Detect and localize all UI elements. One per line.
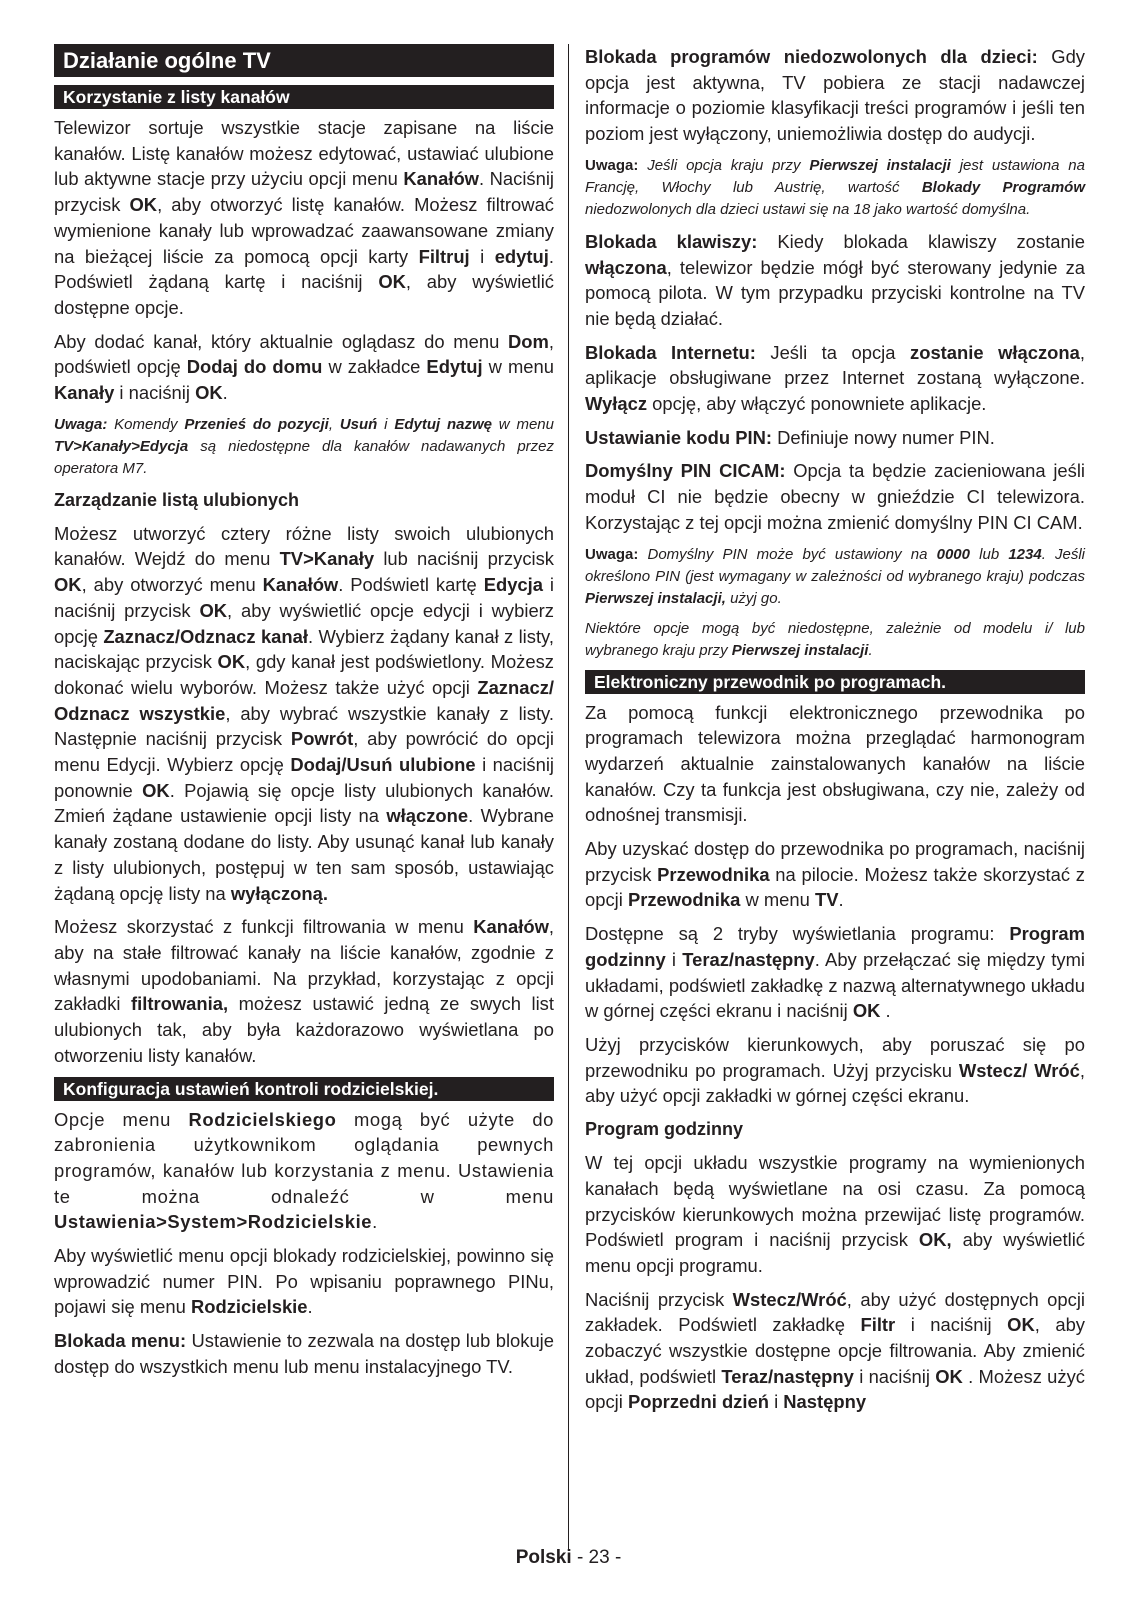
text-run: , aplikacje obsługiwane przez Internet zostaną wyłączone. [585, 341, 1085, 389]
text-run: Naciśnij przycisk [585, 1288, 733, 1310]
bold-term: Wstecz/Wróć [732, 1288, 847, 1310]
bold-term: Blokada klawiszy: [585, 230, 758, 252]
text-run: . [222, 382, 228, 404]
bold-term: OK [1007, 1314, 1035, 1336]
bold-term: Zaznacz/Odznacz kanał [103, 625, 308, 647]
paragraph [585, 458, 1085, 535]
text-run: niedozwolonych dla dzieci ustawi się na 18 jako wartość domyślna. [585, 200, 1031, 218]
bold-term: wyłączoną. [230, 882, 328, 904]
bold-term: OK [217, 651, 246, 673]
paragraph [585, 1287, 1085, 1416]
bold-term: Edycja [483, 574, 543, 596]
text-run: aby wyświetlić menu opcji programu. [585, 1229, 1085, 1276]
text-run: i naciśnij [114, 382, 196, 404]
bold-term: 1234 [1008, 545, 1042, 563]
bold-term: OK [199, 599, 228, 621]
text-run: , aby na stałe filtrować kanały na liście kanałów, zgodnie z własnymi upodobaniami. Na przykład, korzystając z opcji zakładki [54, 916, 554, 1015]
bold-term: TV>Kanały [279, 548, 375, 570]
bold-term: Dodaj/Usuń ulubione [290, 754, 476, 776]
bold-term: Filtruj [418, 245, 470, 267]
text-run: , aby wybrać wszystkie kanały z listy. Następnie naciśnij przycisk [54, 702, 554, 750]
bold-term: 0000 [936, 545, 970, 563]
paragraph [54, 115, 554, 321]
text-run: Aby dodać kanał, który aktualnie oglądasz do menu [54, 330, 508, 352]
bold-term: Zaznacz/ Odznacz wszystkie [54, 676, 554, 724]
text-run: , aby użyć dostępnych opcji zakładek. Podświetl zakładkę [585, 1288, 1085, 1336]
bold-term: Blokady Programów [921, 178, 1085, 196]
bold-term: włączona [585, 256, 667, 278]
text-run: , aby otworzyć listę kanałów. Możesz filtrować wymienione kanały lub wprowadzać zaawansowane zmiany na bieżącej liście za pomocą opcji karty [54, 194, 554, 267]
column-divider [568, 44, 569, 1549]
text-run: Aby uzyskać dostęp do przewodnika po programach, naciśnij przycisk [585, 838, 1085, 885]
paragraph [54, 329, 554, 406]
text-run: , aby powrócić do opcji menu Edycji. Wybierz opcję [54, 728, 554, 776]
note [585, 618, 1085, 662]
bold-term: Edycja [139, 437, 189, 455]
bold-term: Program godzinny [585, 923, 1085, 970]
bold-term: Powrót [290, 728, 354, 750]
text-run: Domyślny PIN może być ustawiony na [638, 545, 937, 563]
text-run: . [372, 1211, 378, 1233]
bold-term: Filtr [860, 1314, 896, 1336]
note [585, 544, 1085, 610]
bold-term: Blokada menu: [54, 1330, 187, 1352]
text-run: Aby wyświetlić menu opcji blokady rodzicielskiej, powinno się wprowadzić numer PIN. Po wpisaniu poprawnego PINu, pojawi się menu [54, 1245, 554, 1318]
text-run: . Jeśli określono PIN (jest wymagany w zależności od wybranego kraju) podczas [585, 545, 1086, 585]
bold-term: OK [378, 271, 406, 293]
text-run: . Pojawią się opcje listy ulubionych kanałów. Zmień żądane ustawienie opcji listy na [54, 779, 554, 827]
note [54, 414, 554, 480]
text-run: Kiedy blokada klawiszy zostanie [757, 230, 1085, 252]
text-run: Dostępne są 2 tryby wyświetlania programu: [585, 923, 1010, 945]
bold-term: Ustawienia>System>Rodzicielskie [54, 1211, 373, 1233]
text-run: i [768, 1391, 784, 1413]
bold-term: Uwaga: [585, 545, 639, 563]
text-run: Możesz skorzystać z funkcji filtrowania w menu [54, 916, 474, 938]
paragraph [585, 1032, 1085, 1109]
text-run: możesz ustawić jedną ze swych list ulubionych tak, aby była każdorazowo wyświetlana po otworzeniu listy kanałów. [54, 993, 554, 1066]
bold-term: Kanały [54, 382, 115, 404]
bold-term: Rodzicielskie [190, 1296, 308, 1318]
text-run: . [307, 1296, 313, 1318]
bold-term: Poprzedni dzień [627, 1391, 769, 1413]
bold-term: Przenieś [184, 415, 247, 433]
paragraph [585, 229, 1085, 332]
bold-term: włączone [386, 805, 469, 827]
text-run: . Wybrane kanały zostaną dodane do listy. Aby usunąć kanał lub kanały z listy ulubionych, postępuj w ten sam sposób, ustawiając żądaną opcję listy na [54, 805, 554, 904]
bold-term: OK, [918, 1229, 952, 1251]
text-run: , [328, 415, 340, 433]
text-run: w menu [482, 356, 554, 378]
text-run: Za pomocą funkcji elektronicznego przewodnika po programach telewizora można przeglądać harmonogram wydarzeń aktualnie zainstalowanych kanałów na liście kanałów. Czy ta funkcja jest obsługiwana, czy nie, zależy od odnośnej transmisji. [585, 701, 1085, 826]
text-run: . Podświetl żądaną kartę i naciśnij [54, 245, 554, 293]
note [585, 155, 1085, 221]
text-run: Ustawienie to zezwala na dostęp lub blokuje dostęp do wszystkich menu lub menu instalacyjnego TV. [54, 1330, 554, 1377]
bold-term: Wyłącz [585, 393, 648, 415]
text-run: i [665, 948, 683, 970]
bold-term: Blokada programów niedozwolonych dla dzieci: [585, 46, 1038, 67]
text-run: . Naciśnij przycisk [54, 168, 554, 216]
text-run: jest ustawiona na Francję, Włochy lub Austrię, wartość [585, 156, 1085, 196]
bold-term: TV>Kanały> [54, 437, 140, 455]
right-column [585, 44, 1085, 1423]
text-run: i naciśnij [895, 1314, 1008, 1336]
paragraph [54, 1328, 554, 1379]
subheading-favourites: Zarządzanie listą ulubionych [54, 489, 300, 510]
paragraph [585, 44, 1085, 147]
text-run: lub [970, 545, 1009, 563]
bold-term: OK [142, 779, 170, 801]
bold-term: OK [129, 194, 158, 216]
text-run: , gdy kanał jest podświetlony. Możesz dokonać wielu wyborów. Możesz także użyć opcji [54, 651, 554, 698]
bold-term: Teraz/następny [682, 948, 815, 970]
bold-term: do pozycji [246, 415, 329, 433]
footer-language: Polski [515, 1547, 572, 1568]
text-run: i [377, 415, 395, 433]
paragraph [585, 921, 1085, 1024]
text-run: użyj go. [725, 589, 782, 607]
bold-term: OK [852, 1000, 881, 1022]
text-run: i naciśnij ponownie [54, 754, 554, 801]
text-run: , aby wyświetlić dostępne opcje. [54, 271, 554, 318]
bold-term: Kanałów [473, 916, 549, 938]
bold-term: Rodzicielskiego [188, 1108, 337, 1130]
bold-term: TV [814, 889, 839, 911]
bold-term: zostanie włączona [910, 341, 1080, 363]
text-run: . [880, 1000, 891, 1022]
text-run: , aby zobaczyć wszystkie dostępne opcje filtrowania. Aby zmienić układ, podświetl [585, 1314, 1085, 1387]
paragraph [54, 1107, 554, 1236]
bold-term: Pierwszej instalacji [809, 156, 951, 174]
text-run: Telewizor sortuje wszystkie stacje zapisane na liście kanałów. Listę kanałów możesz edytować, ustawiać ulubione lub aktywne stacje przy użyciu opcji menu [54, 117, 554, 190]
text-run: , aby otworzyć menu [81, 574, 263, 596]
bold-term: OK [195, 382, 223, 404]
text-run: Komendy [107, 415, 185, 433]
text-run: Opcja ta będzie zacieniowana jeśli moduł CI nie będzie obecny w gnieździe CI telewizora. Korzystając z tej opcji można zmienić domyślny PIN CI CAM. [585, 460, 1085, 533]
bold-term: Blokada Internetu: [585, 341, 756, 363]
bold-term: Uwaga: [54, 415, 108, 433]
bold-term: Ustawianie kodu PIN: [585, 426, 773, 448]
bold-term: Następny [783, 1391, 867, 1413]
bold-term: Kanałów [262, 574, 339, 596]
subheading-program-guide: Program godzinny [585, 1119, 744, 1140]
page-number: - 23 - [576, 1547, 622, 1568]
section-heading-channel-list: Korzystanie z listy kanałów [54, 85, 554, 109]
paragraph [585, 340, 1085, 417]
text-run: , aby wyświetlić opcje edycji i wybierz opcję [54, 599, 554, 647]
text-run: . Podświetl kartę [338, 574, 484, 596]
bold-term: Pierwszej instalacji [731, 641, 869, 659]
bold-term: Edytuj [426, 356, 483, 378]
text-run: . Możesz użyć opcji [585, 1365, 1086, 1413]
left-column [54, 44, 554, 1388]
text-run: i naciśnij przycisk [54, 574, 555, 621]
bold-term: OK [54, 574, 82, 596]
bold-term: Uwaga: [585, 156, 639, 174]
page-footer [0, 1546, 1137, 1570]
paragraph [54, 914, 554, 1068]
text-run: Użyj przycisków kierunkowych, aby poruszać się po przewodniku po programach. Użyj przycisku [585, 1033, 1085, 1081]
text-run: . [868, 641, 873, 659]
bold-term: edytuj [494, 245, 549, 267]
paragraph [585, 700, 1085, 829]
text-run: Definiuje nowy numer PIN. [772, 426, 995, 448]
bold-term: Kanałów [403, 168, 479, 190]
bold-term: Wstecz/ Wróć [958, 1059, 1080, 1081]
section-heading-epg: Elektroniczny przewodnik po programach. [585, 670, 1085, 694]
paragraph [54, 1243, 554, 1320]
text-run: Jeśli opcja kraju przy [638, 156, 810, 174]
text-run: na pilocie. Możesz także skorzystać z opcji [585, 863, 1085, 911]
text-run: w menu [491, 415, 554, 433]
text-run: , aby użyć opcji zakładki w górnej części ekranu. [585, 1059, 1085, 1107]
text-run: Niektóre opcje mogą być niedostępne, zależnie od modelu i/ lub wybranego kraju przy [585, 619, 1085, 659]
text-run: W tej opcji układu wszystkie programy na wymienionych kanałach będą wyświetlane na osi czasu. Za pomocą przycisków kierunkowych można przewijać listę programów. Podświetl program i naciśnij przycisk [585, 1152, 1085, 1251]
bold-term: filtrowania, [130, 993, 229, 1015]
text-run: . [838, 889, 844, 911]
text-run: . Wybierz żądany kanał z listy, naciskając przycisk [54, 625, 554, 673]
bold-term: OK [935, 1365, 963, 1387]
text-run: lub naciśnij przycisk [374, 548, 554, 570]
bold-term: Dodaj do domu [186, 356, 323, 378]
text-run: Opcje menu [54, 1108, 189, 1130]
text-run: i [469, 245, 495, 267]
bold-term: Teraz/następny [721, 1365, 854, 1387]
paragraph [54, 521, 554, 907]
text-run: w menu [740, 889, 815, 911]
paragraph [585, 1150, 1085, 1279]
bold-term: Edytuj nazwę [394, 415, 492, 433]
paragraph [585, 425, 1085, 451]
bold-term: Usuń [339, 415, 378, 433]
text-run: i naciśnij [853, 1365, 936, 1387]
text-run: Możesz utworzyć cztery różne listy swoich ulubionych kanałów. Wejdź do menu [54, 522, 554, 570]
bold-term: Dom [508, 330, 549, 352]
section-heading-parental: Konfiguracja ustawień kontroli rodzicielskiej. [54, 1077, 554, 1101]
text-run: mogą być użyte do zabronienia użytkownikom oglądania pewnych programów, kanałów lub korzystania z menu. Ustawienia te można odnaleźć w menu [54, 1108, 554, 1207]
text-run: , podświetl opcję [54, 330, 554, 378]
text-run: Jeśli ta opcja [755, 341, 911, 363]
bold-term: Przewodnika [627, 889, 741, 911]
paragraph [585, 836, 1085, 913]
text-run: Gdy opcja jest aktywna, TV pobiera ze stacji nadawczej informacje o poziomie klasyfikacji treści programów i jeśli ten poziom jest wyłączony, uniemożliwia dostęp do audycji. [585, 46, 1085, 145]
text-run: w zakładce [322, 356, 427, 378]
text-run: , telewizor będzie mógł być sterowany jedynie za pomocą pilota. W tym przypadku przyciski kontrolne na TV nie będą działać. [585, 256, 1085, 329]
text-run: . Aby przełączać się między tymi układami, podświetl zakładkę z nazwą alternatywnego układu w górnej części ekranu i naciśnij [585, 948, 1085, 1022]
bold-term: Domyślny PIN CICAM: [585, 460, 786, 482]
bold-term: Pierwszej instalacji, [585, 589, 726, 607]
bold-term: Przewodnika [657, 863, 770, 885]
text-run: opcję, aby włączyć ponowniete aplikacje. [647, 393, 987, 415]
text-run: są niedostępne dla kanałów nadawanych przez operatora M7. [54, 437, 554, 477]
page-heading: Działanie ogólne TV [54, 44, 554, 77]
